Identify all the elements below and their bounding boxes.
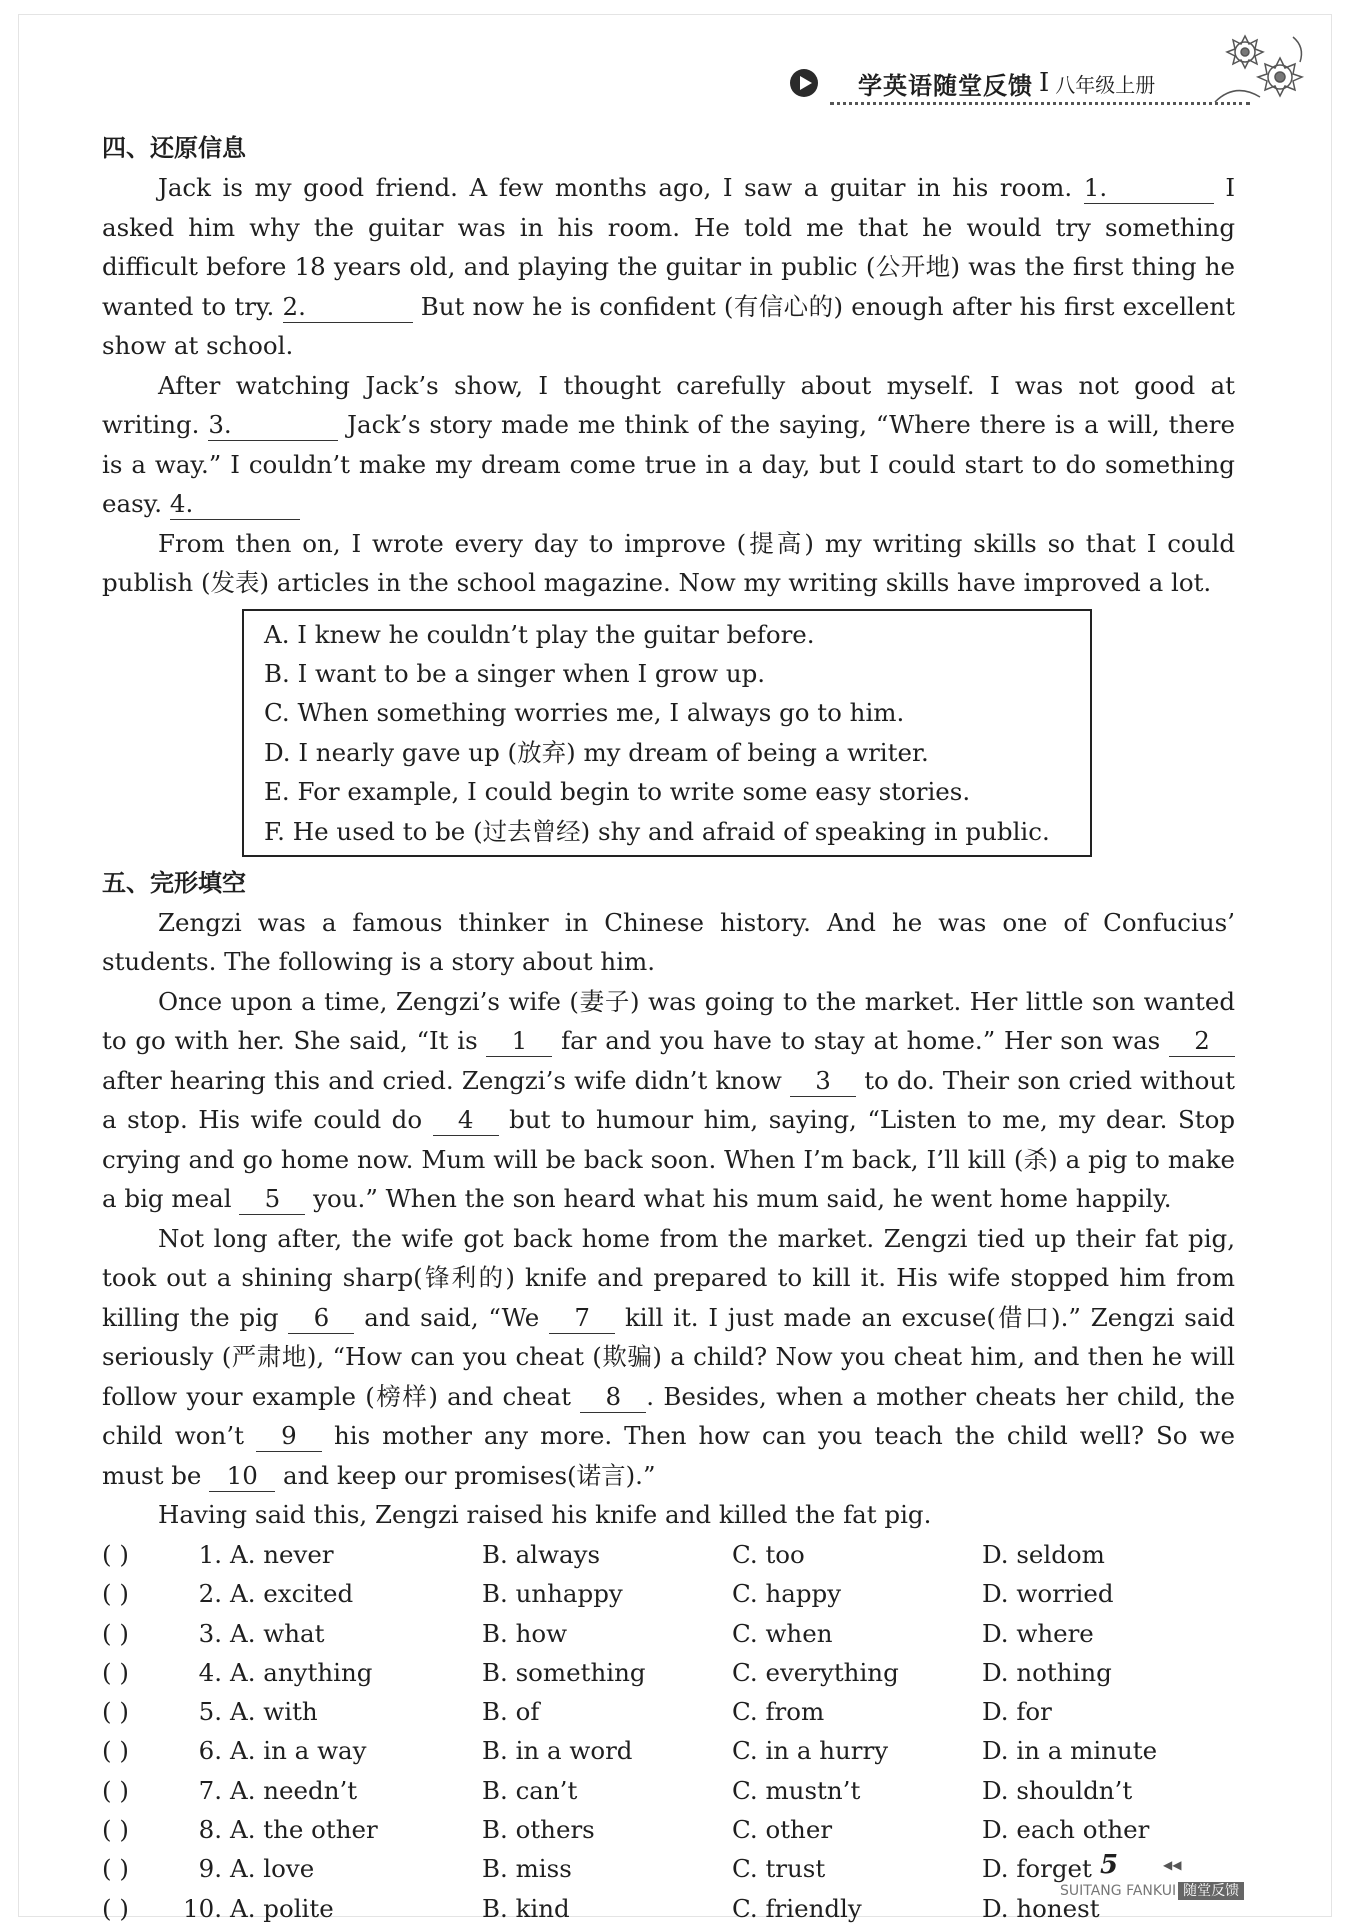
question-stem bbox=[102, 1849, 482, 1888]
page-header bbox=[790, 60, 1155, 106]
answer-blank-3[interactable] bbox=[208, 410, 338, 441]
options-box bbox=[242, 609, 1092, 857]
question-number: 6. bbox=[198, 1736, 222, 1766]
cloze-blank-1[interactable]: 1 bbox=[486, 1026, 552, 1057]
option-c: C. When something worries me, I always go to him. bbox=[264, 698, 905, 728]
answer-paren[interactable]: ( ) bbox=[102, 1854, 129, 1884]
choice-d: D. in a minute bbox=[982, 1736, 1158, 1766]
option-b: B. I want to be a singer when I grow up. bbox=[264, 658, 766, 688]
choice-d: D. nothing bbox=[982, 1657, 1112, 1687]
blank-number: 4. bbox=[169, 489, 194, 518]
choice-a: A. needn’t bbox=[230, 1775, 358, 1805]
paragraph-text: but to humour him, saying, “Listen to me, my dear. Stop crying and go home now. Mum will be back soon. When I’m back, I’ll kill (杀) a pig to make a big meal bbox=[102, 1105, 1236, 1214]
footer-chinese: 随堂反馈 bbox=[1178, 1882, 1244, 1900]
choice-a: A. excited bbox=[230, 1579, 354, 1609]
section-4-paragraph-2 bbox=[102, 366, 1235, 524]
choice-b: B. of bbox=[482, 1697, 540, 1727]
answer-paren[interactable]: ( ) bbox=[102, 1697, 129, 1727]
choice-d: D. honest bbox=[982, 1893, 1100, 1923]
paragraph-text: to do. Their son cried without a stop. His wife could do bbox=[102, 1065, 1235, 1135]
paragraph-text: Not long after, the wife got back home from the market. Zengzi tied up their fat pig, took out a shining sharp(锋利的) knife and prepared to kill it. His wife stopped him from killing the pig bbox=[102, 1223, 1235, 1332]
question-stem bbox=[102, 1614, 482, 1653]
paragraph-text: you.” When the son heard what his mum said, he went home happily. bbox=[313, 1184, 1172, 1214]
paragraph-text: and said, “We bbox=[364, 1302, 540, 1332]
answer-paren[interactable]: ( ) bbox=[102, 1618, 129, 1648]
question-stem bbox=[102, 1653, 482, 1692]
question-number: 8. bbox=[198, 1815, 222, 1845]
section-5-paragraph-4: Having said this, Zengzi raised his knife and killed the fat pig. bbox=[158, 1500, 932, 1530]
cloze-blank-6[interactable]: 6 bbox=[288, 1303, 354, 1334]
cloze-blank-4[interactable]: 4 bbox=[433, 1105, 499, 1136]
option-d: D. I nearly gave up (放弃) my dream of being a writer. bbox=[264, 737, 929, 767]
page-number: 5 bbox=[1100, 1850, 1119, 1880]
paragraph-text: kill it. I just made an excuse(借口).” Zengzi said seriously (严肃地), “How can you cheat (欺骗) a child? Now you cheat him, and then he will follow your example (榜样) and cheat bbox=[102, 1302, 1235, 1411]
paragraph-text: and keep our promises(诺言).” bbox=[283, 1460, 656, 1490]
choice-c: C. when bbox=[732, 1618, 833, 1648]
choice-c: C. everything bbox=[732, 1657, 899, 1687]
question-stem bbox=[102, 1731, 482, 1770]
section-4-paragraph-1 bbox=[102, 168, 1235, 366]
paragraph-text: his mother any more. Then how can you teach the child well? So we must be bbox=[102, 1421, 1235, 1490]
section-5-paragraph-1: Zengzi was a famous thinker in Chinese history. And he was one of Confucius’ students. The following is a story about him. bbox=[102, 907, 1235, 977]
footer-latin: SUITANG FANKUI bbox=[1060, 1883, 1177, 1899]
choice-b: B. miss bbox=[482, 1854, 572, 1884]
cloze-blank-8[interactable]: 8 bbox=[580, 1382, 646, 1413]
question-row bbox=[102, 1653, 1235, 1692]
choice-a: A. with bbox=[230, 1697, 318, 1727]
choice-b: B. in a word bbox=[482, 1736, 633, 1766]
section-5-paragraph-3 bbox=[102, 1219, 1235, 1496]
choice-a: A. never bbox=[230, 1539, 334, 1569]
question-number: 4. bbox=[198, 1657, 222, 1687]
choice-a: A. the other bbox=[230, 1815, 378, 1845]
header-dotted-rule bbox=[830, 102, 1250, 105]
choice-b: B. kind bbox=[482, 1893, 570, 1923]
cloze-blank-9[interactable]: 9 bbox=[256, 1421, 322, 1452]
option-a: A. I knew he couldn’t play the guitar before. bbox=[264, 619, 815, 649]
choice-c: C. too bbox=[732, 1539, 805, 1569]
choice-b: B. can’t bbox=[482, 1775, 578, 1805]
choice-b: B. always bbox=[482, 1539, 601, 1569]
choice-c: C. in a hurry bbox=[732, 1736, 889, 1766]
back-arrows-icon: ◀◀ bbox=[1163, 1858, 1182, 1872]
choice-d: D. for bbox=[982, 1697, 1052, 1727]
grade-label: 八年级上册 bbox=[1055, 72, 1156, 97]
choice-c: C. from bbox=[732, 1697, 825, 1727]
paragraph-text: Jack is my good friend. A few months ago, I saw a guitar in his room. bbox=[158, 173, 1073, 202]
flower-decoration-icon bbox=[1205, 22, 1315, 112]
paragraph-text: But now he is confident (有信心的) enough after his first excellent show at school. bbox=[102, 291, 1236, 360]
question-row bbox=[102, 1574, 1235, 1613]
brand-title: 学英语随堂反馈 bbox=[858, 71, 1033, 100]
choice-b: B. how bbox=[482, 1618, 568, 1648]
question-stem bbox=[102, 1889, 482, 1928]
choice-d: D. forget bbox=[982, 1854, 1092, 1884]
section-4-title: 四、还原信息 bbox=[102, 134, 246, 162]
question-number: 5. bbox=[198, 1697, 222, 1727]
question-row bbox=[102, 1731, 1235, 1770]
question-row bbox=[102, 1810, 1235, 1849]
section-5-title: 五、完形填空 bbox=[102, 868, 246, 897]
paragraph-text: Once upon a time, Zengzi’s wife (妻子) was going to the market. Her little son wanted to go with her. She said, “It is bbox=[102, 986, 1235, 1056]
paragraph-text: . Besides, when a mother cheats her child, the child won’t bbox=[102, 1381, 1235, 1451]
answer-paren[interactable]: ( ) bbox=[102, 1893, 129, 1923]
answer-blank-1[interactable] bbox=[1084, 173, 1214, 204]
section-4-paragraph-3: From then on, I wrote every day to improve (提高) my writing skills so that I could publish (发表) articles in the school magazine. Now my writing skills have improved a lot. bbox=[102, 528, 1235, 597]
choice-a: A. in a way bbox=[230, 1736, 367, 1766]
question-number: 9. bbox=[198, 1854, 222, 1884]
play-icon bbox=[790, 69, 818, 97]
choice-d: D. seldom bbox=[982, 1539, 1105, 1569]
blank-number: 3. bbox=[208, 410, 232, 439]
answer-paren[interactable]: ( ) bbox=[102, 1736, 129, 1766]
blank-number: 2. bbox=[282, 291, 306, 321]
choice-c: C. trust bbox=[732, 1854, 826, 1884]
choice-c: C. happy bbox=[732, 1579, 842, 1609]
choice-d: D. each other bbox=[982, 1815, 1150, 1845]
question-stem bbox=[102, 1692, 482, 1731]
answer-paren[interactable]: ( ) bbox=[102, 1815, 129, 1845]
answer-paren[interactable]: ( ) bbox=[102, 1579, 129, 1609]
question-row bbox=[102, 1614, 1235, 1653]
cloze-blank-3[interactable]: 3 bbox=[790, 1066, 856, 1097]
question-stem bbox=[102, 1810, 482, 1849]
question-row bbox=[102, 1692, 1235, 1731]
question-stem bbox=[102, 1535, 482, 1574]
cloze-blank-7[interactable]: 7 bbox=[549, 1303, 615, 1334]
choice-d: D. where bbox=[982, 1618, 1094, 1648]
choice-b: B. unhappy bbox=[482, 1579, 623, 1609]
header-separator: Ⅰ bbox=[1039, 68, 1050, 98]
option-f: F. He used to be (过去曾经) shy and afraid of speaking in public. bbox=[264, 816, 1050, 846]
section-5-paragraph-2 bbox=[102, 982, 1235, 1219]
question-number: 10. bbox=[183, 1893, 222, 1923]
cloze-blank-10[interactable]: 10 bbox=[209, 1461, 275, 1492]
choice-d: D. worried bbox=[982, 1579, 1114, 1609]
choice-a: A. polite bbox=[230, 1893, 334, 1923]
question-number: 7. bbox=[198, 1775, 222, 1805]
paragraph-text: Jack’s story made me think of the saying, “Where there is a will, there is a way.” I couldn’t make my dream come true in a day, but I could start to do something easy. bbox=[102, 410, 1235, 518]
option-e: E. For example, I could begin to write some easy stories. bbox=[264, 777, 971, 807]
question-number: 2. bbox=[198, 1579, 222, 1609]
choice-a: A. love bbox=[230, 1854, 315, 1884]
choice-d: D. shouldn’t bbox=[982, 1775, 1133, 1805]
paragraph-text: after hearing this and cried. Zengzi’s wife didn’t know bbox=[102, 1065, 782, 1095]
question-row bbox=[102, 1535, 1235, 1574]
choice-c: C. friendly bbox=[732, 1893, 862, 1923]
choice-b: B. something bbox=[482, 1657, 646, 1687]
answer-paren[interactable]: ( ) bbox=[102, 1539, 129, 1569]
question-stem bbox=[102, 1574, 482, 1613]
paragraph-text: After watching Jack’s show, I thought carefully about myself. I was not good at writing. bbox=[102, 370, 1235, 439]
question-number: 3. bbox=[198, 1618, 222, 1648]
answer-paren[interactable]: ( ) bbox=[102, 1775, 129, 1805]
main-content bbox=[102, 128, 1235, 1928]
choice-a: A. anything bbox=[230, 1657, 373, 1687]
cloze-blank-2[interactable]: 2 bbox=[1169, 1026, 1235, 1057]
paragraph-text: I asked him why the guitar was in his room. He told me that he would try something difficult before 18 years old, and playing the guitar in public (公开地) was the first thing he wanted to try. bbox=[102, 173, 1235, 321]
question-row bbox=[102, 1771, 1235, 1810]
choice-c: C. other bbox=[732, 1815, 833, 1845]
cloze-blank-5[interactable]: 5 bbox=[239, 1184, 305, 1215]
answer-paren[interactable]: ( ) bbox=[102, 1657, 129, 1687]
choice-b: B. others bbox=[482, 1815, 595, 1845]
answer-blank-2[interactable] bbox=[283, 292, 413, 323]
answer-blank-4[interactable] bbox=[170, 489, 300, 520]
paragraph-text: far and you have to stay at home.” Her son was bbox=[561, 1026, 1161, 1056]
question-number: 1. bbox=[198, 1539, 222, 1569]
blank-number: 1. bbox=[1083, 173, 1108, 202]
choice-c: C. mustn’t bbox=[732, 1775, 861, 1805]
question-stem bbox=[102, 1771, 482, 1810]
question-list bbox=[102, 1535, 1235, 1928]
footer-brand bbox=[1060, 1880, 1244, 1900]
choice-a: A. what bbox=[230, 1618, 325, 1648]
